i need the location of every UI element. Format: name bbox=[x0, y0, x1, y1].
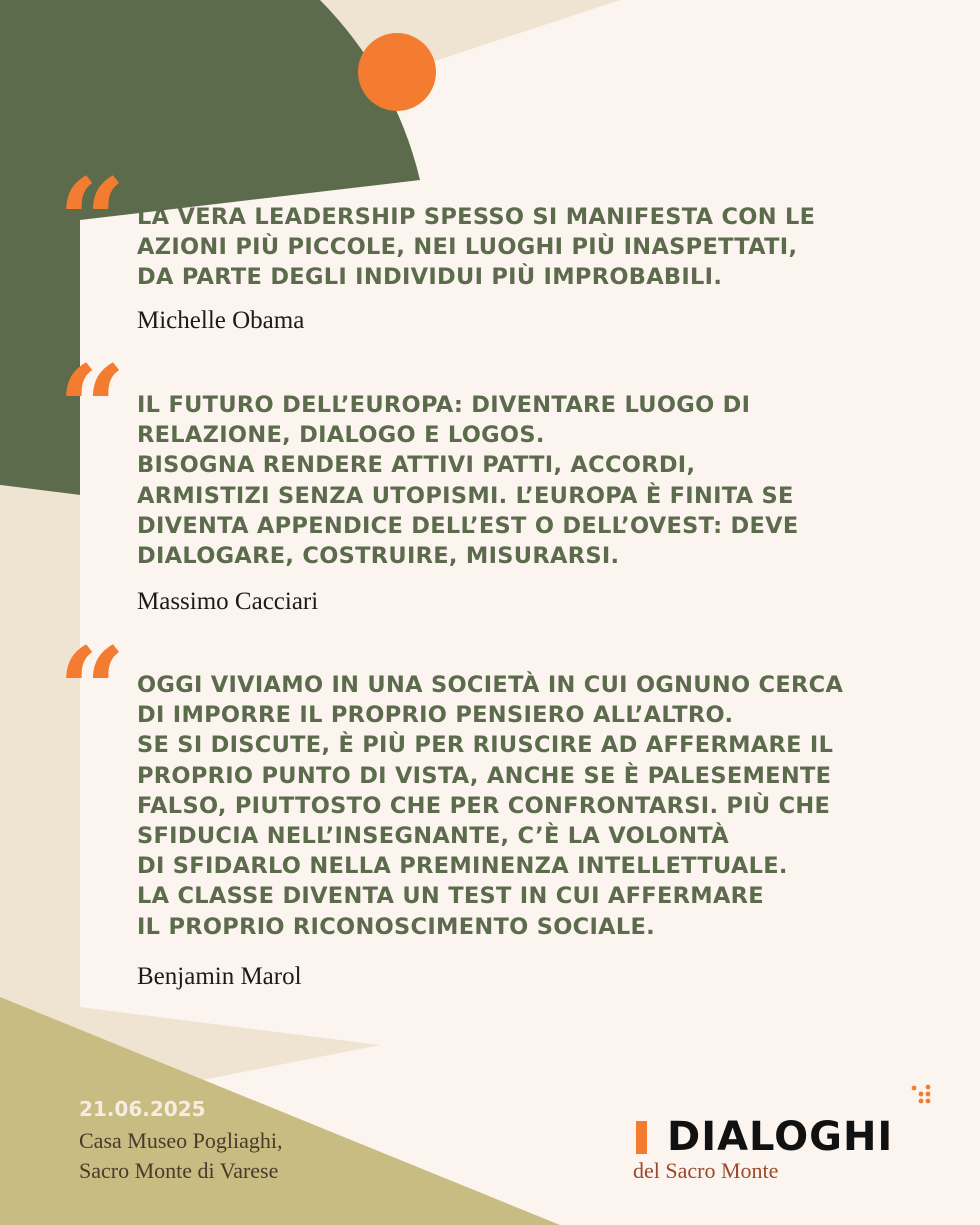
orange-sun-circle bbox=[358, 33, 436, 111]
quote-line: LA CLASSE DIVENTA UN TEST IN CUI AFFERMARE bbox=[137, 883, 764, 910]
quote-line: SE SI DISCUTE, È PIÙ PER RIUSCIRE AD AFFERMARE IL bbox=[137, 732, 834, 759]
venue-line: Sacro Monte di Varese bbox=[79, 1158, 279, 1183]
event-venue bbox=[79, 1126, 283, 1186]
event-date: 21.06.2025 bbox=[79, 1097, 206, 1121]
quote-text-3 bbox=[137, 670, 957, 942]
quote-text-1 bbox=[137, 202, 957, 293]
quote-line: DIVENTA APPENDICE DELL’EST O DELL’OVEST: DEVE bbox=[137, 512, 799, 539]
quote-author-3: Benjamin Marol bbox=[137, 963, 302, 990]
logo bbox=[633, 1112, 946, 1192]
quote-line: IL FUTURO DELL’EUROPA: DIVENTARE LUOGO DI bbox=[137, 392, 751, 418]
logo-title: DIALOGHI bbox=[667, 1114, 894, 1160]
quote-line: FALSO, PIUTTOSTO CHE PER CONFRONTARSI. PIÙ CHE bbox=[137, 792, 831, 819]
quote-line: SFIDUCIA NELL’INSEGNANTE, C’È LA VOLONTÀ bbox=[137, 823, 730, 850]
logo-bar bbox=[636, 1121, 647, 1154]
quote-line: OGGI VIVIAMO IN UNA SOCIETÀ IN CUI OGNUNO CERCA bbox=[137, 672, 844, 698]
quote-line: BISOGNA RENDERE ATTIVI PATTI, ACCORDI, bbox=[137, 452, 696, 479]
quote-mark-icon: “ bbox=[58, 621, 126, 760]
quote-mark-icon: “ bbox=[58, 339, 126, 478]
quote-mark-icon: “ bbox=[58, 152, 126, 291]
quote-line: DA PARTE DEGLI INDIVIDUI PIÙ IMPROBABILI. bbox=[137, 264, 723, 291]
orange-dots-icon bbox=[904, 1082, 934, 1112]
quote-line: PROPRIO PUNTO DI VISTA, ANCHE SE È PALESEMENTE bbox=[137, 762, 832, 789]
logo-subtitle: del Sacro Monte bbox=[633, 1158, 779, 1183]
quote-line: ARMISTIZI SENZA UTOPISMI. L’EUROPA È FINITA SE bbox=[137, 482, 794, 509]
quote-text-2 bbox=[137, 390, 957, 571]
quote-line: IL PROPRIO RICONOSCIMENTO SOCIALE. bbox=[137, 913, 655, 940]
quote-line: AZIONI PIÙ PICCOLE, NEI LUOGHI PIÙ INASPETTATI, bbox=[137, 234, 798, 261]
quote-author-2: Massimo Cacciari bbox=[137, 588, 319, 615]
quote-author-1: Michelle Obama bbox=[137, 307, 305, 334]
quote-line: LA VERA LEADERSHIP SPESSO SI MANIFESTA CON LE bbox=[137, 204, 816, 230]
venue-line: Casa Museo Pogliaghi, bbox=[79, 1128, 283, 1153]
quote-line: DIALOGARE, COSTRUIRE, MISURARSI. bbox=[137, 543, 620, 570]
quote-line: RELAZIONE, DIALOGO E LOGOS. bbox=[137, 422, 545, 449]
quote-line: DI IMPORRE IL PROPRIO PENSIERO ALL’ALTRO. bbox=[137, 702, 734, 729]
quote-line: DI SFIDARLO NELLA PREMINENZA INTELLETTUALE. bbox=[137, 853, 788, 880]
